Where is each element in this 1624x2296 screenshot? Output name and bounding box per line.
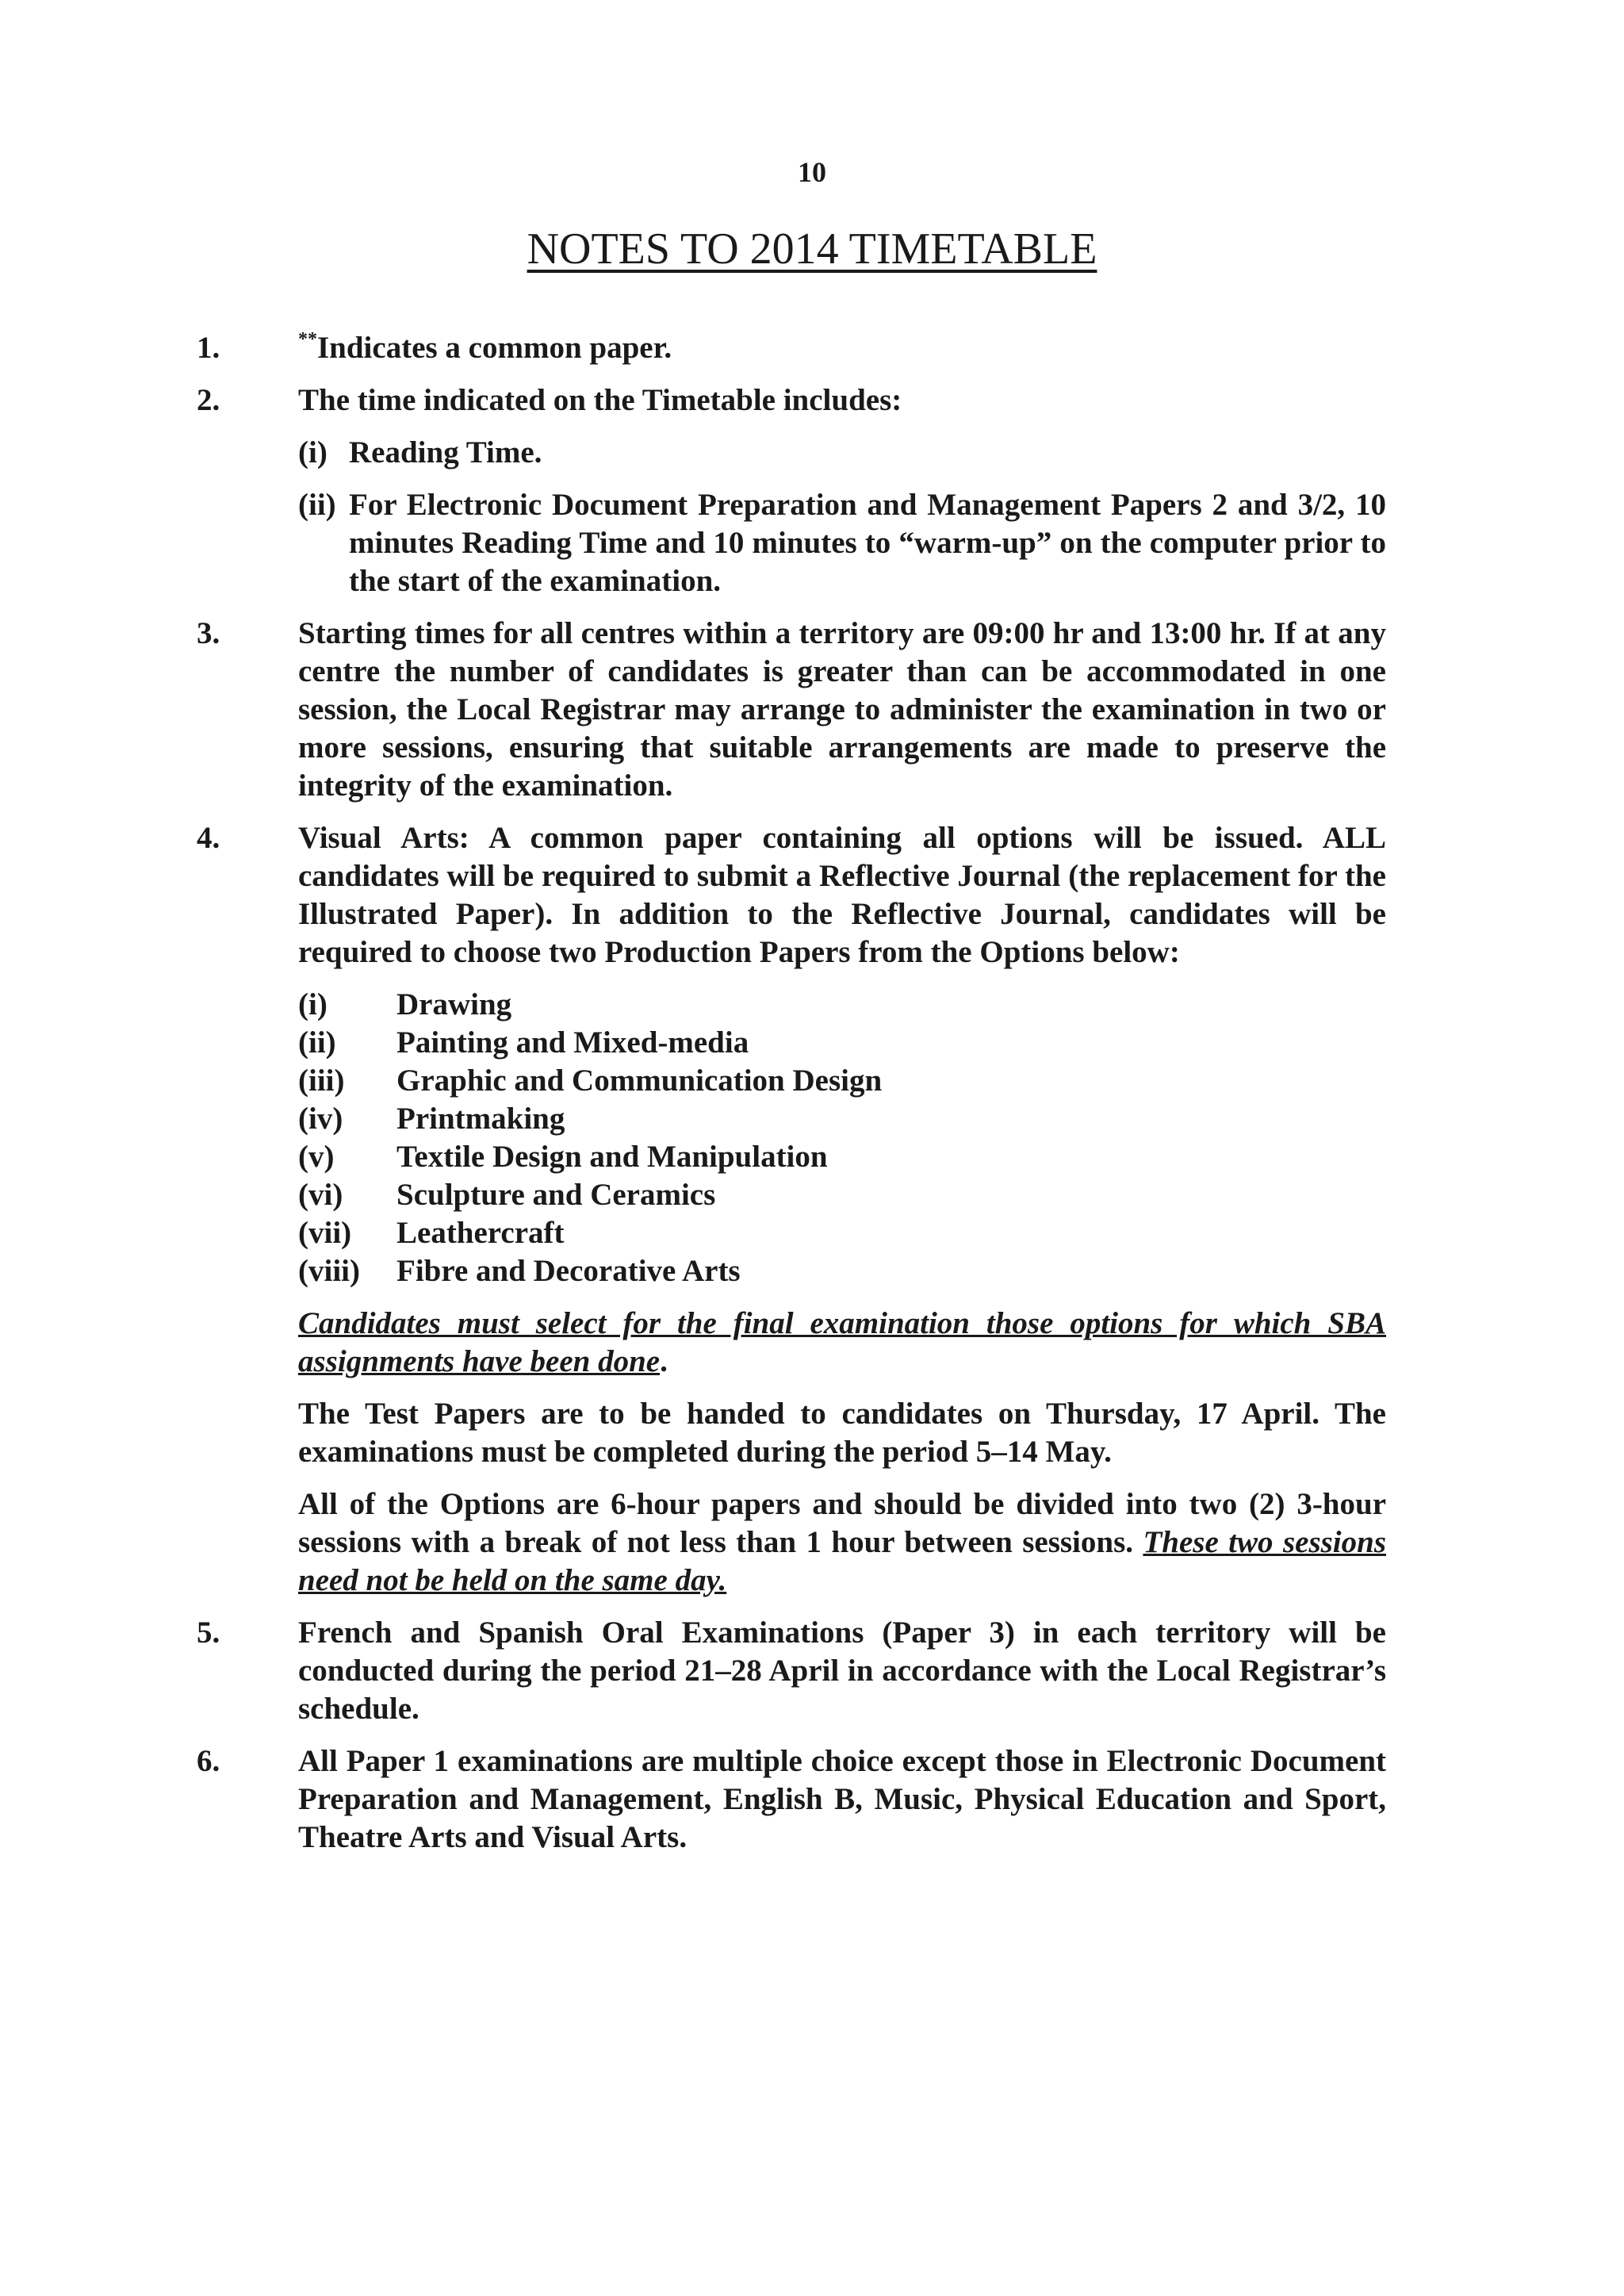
option-number: (iv): [298, 1102, 343, 1136]
note-2: [197, 381, 1386, 600]
sba-requirement-end: .: [660, 1344, 668, 1378]
list-item: [298, 1062, 1386, 1100]
page-title: [0, 224, 1624, 274]
note-1: [197, 329, 1386, 367]
note-number: 4.: [197, 821, 220, 855]
option-number: (v): [298, 1140, 335, 1174]
page-number: 10: [798, 156, 826, 188]
note-3: [197, 615, 1386, 805]
option-number: (vi): [298, 1178, 343, 1212]
sba-requirement-emphasis: Candidates must select for the final examination those options for which SBA assignments have been done: [298, 1306, 1386, 1378]
list-item: [298, 1024, 1386, 1062]
sba-requirement: [298, 1305, 1386, 1381]
note-text: Visual Arts: A common paper containing all options will be issued. ALL candidates will be required to submit a Reflective Journal (the replacement for the Illustrated Paper). In addition to the Reflective Journal, candidates will be required to choose two Production Papers from the Options below:: [298, 821, 1386, 969]
common-paper-marker: **: [298, 329, 317, 350]
option-number: (vii): [298, 1216, 352, 1250]
sub-item-text: Reading Time.: [349, 435, 542, 470]
page-title-text: NOTES TO 2014 TIMETABLE: [527, 224, 1097, 274]
note-text-content: Indicates a common paper.: [317, 331, 672, 365]
options-duration-emphasis: These two sessions need not be held on the same day.: [298, 1525, 1386, 1597]
note-number: 3.: [197, 616, 220, 650]
note-text: Starting times for all centres within a territory are 09:00 hr and 13:00 hr. If at any centre the number of candidates is greater than can be accommodated in one session, the Local Registrar may arrange to administer the examination in two or more sessions, ensuring that suitable arrangements are made to preserve the integrity of the examination.: [298, 616, 1386, 803]
note-number: 6.: [197, 1744, 220, 1778]
sub-item-number: (i): [298, 435, 327, 470]
list-item: [298, 1252, 1386, 1290]
option-number: (i): [298, 987, 327, 1022]
test-papers-note: The Test Papers are to be handed to candidates on Thursday, 17 April. The examinations must be completed during the period 5–14 May.: [298, 1397, 1386, 1469]
note-text: The time indicated on the Timetable includes:: [298, 383, 902, 417]
note-text: All Paper 1 examinations are multiple choice except those in Electronic Document Preparation and Management, English B, Music, Physical Education and Sport, Theatre Arts and Visual Arts.: [298, 1744, 1386, 1854]
sub-item: [298, 434, 1386, 472]
note-6: [197, 1742, 1386, 1857]
option-text: Sculpture and Ceramics: [396, 1178, 716, 1212]
options-duration-note: [298, 1485, 1386, 1600]
option-number: (viii): [298, 1254, 360, 1288]
option-text: Textile Design and Manipulation: [396, 1140, 828, 1174]
note-text: [298, 329, 1386, 367]
note-4: [197, 819, 1386, 1600]
options-duration-text: All of the Options are 6-hour papers and should be divided into two (2) 3-hour sessions with a break of not less than 1 hour between sessions.: [298, 1487, 1386, 1559]
option-text: Fibre and Decorative Arts: [396, 1254, 741, 1288]
list-item: [298, 1138, 1386, 1176]
sub-item-number: (ii): [298, 488, 336, 522]
note-5: [197, 1614, 1386, 1728]
notes-list: [197, 329, 1386, 1871]
list-item: [298, 986, 1386, 1024]
note-number: 5.: [197, 1616, 220, 1650]
option-text: Leathercraft: [396, 1216, 565, 1250]
option-text: Drawing: [396, 987, 512, 1022]
list-item: [298, 1176, 1386, 1214]
note-text: French and Spanish Oral Examinations (Paper 3) in each territory will be conducted during the period 21–28 April in accordance with the Local Registrar’s schedule.: [298, 1616, 1386, 1726]
list-item: [298, 1100, 1386, 1138]
sub-item: [298, 486, 1386, 600]
option-number: (ii): [298, 1025, 336, 1060]
note-number: 1.: [197, 331, 220, 365]
option-text: Printmaking: [396, 1102, 565, 1136]
option-number: (iii): [298, 1064, 345, 1098]
sub-item-text: For Electronic Document Preparation and Management Papers 2 and 3/2, 10 minutes Reading Time and 10 minutes to “warm-up” on the computer prior to the start of the examination.: [349, 488, 1386, 598]
options-list: [298, 986, 1386, 1290]
note-number: 2.: [197, 383, 220, 417]
option-text: Graphic and Communication Design: [396, 1064, 883, 1098]
list-item: [298, 1214, 1386, 1252]
option-text: Painting and Mixed-media: [396, 1025, 749, 1060]
